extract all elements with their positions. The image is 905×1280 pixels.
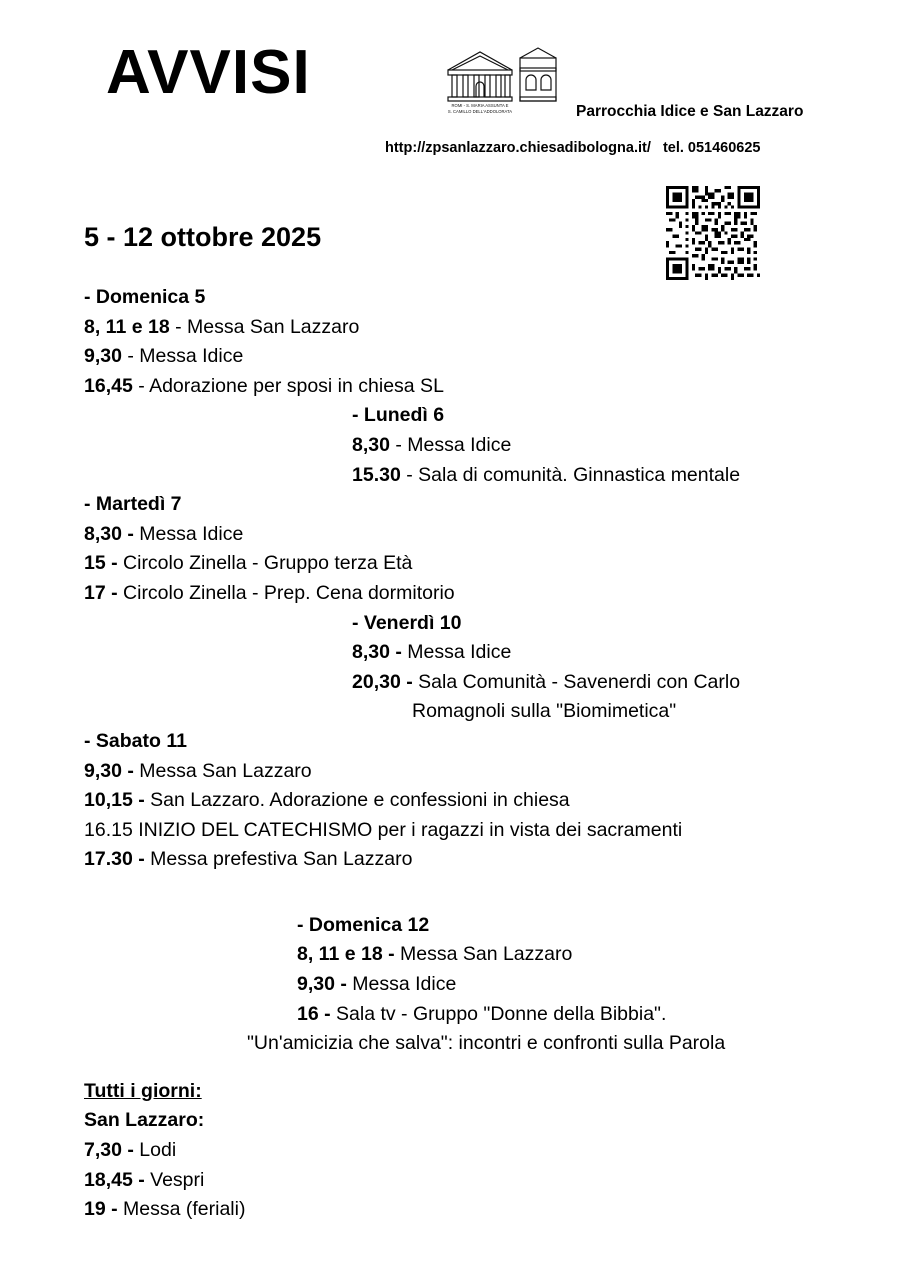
schedule-line [0, 283, 905, 313]
parish-name: Parrocchia Idice e San Lazzaro [576, 103, 804, 120]
daily-line-time: 19 - [84, 1198, 118, 1221]
daily-line-time: 7,30 - [84, 1139, 134, 1162]
schedule-line [0, 342, 905, 372]
logo-caption-line2: S. CAMILLO DELL'ADDOLORATA [447, 109, 513, 114]
schedule-line-time: - Domenica 5 [84, 286, 206, 308]
qr-code-icon [666, 186, 760, 280]
schedule-line [0, 940, 905, 970]
schedule-line [0, 1000, 905, 1030]
schedule-line [0, 757, 905, 787]
schedule-line-text: Circolo Zinella - Prep. Cena dormitorio [117, 581, 455, 604]
daily-line-text: Vespri [144, 1168, 205, 1191]
schedule-line [0, 727, 905, 757]
schedule-line [0, 911, 905, 941]
schedule-line [0, 490, 905, 520]
schedule-line [0, 372, 905, 402]
schedule-line [0, 609, 905, 639]
schedule-line [0, 461, 905, 491]
schedule-line-time: 8,30 - [352, 641, 402, 664]
schedule-line-text: 16.15 INIZIO DEL CATECHISMO per i ragazzi in vista dei sacramenti [84, 818, 683, 841]
church-building-icon [440, 44, 568, 116]
schedule-line-time: 16,45 [84, 374, 133, 397]
schedule-line [0, 638, 905, 668]
schedule-line-time: 8, 11 e 18 - [297, 943, 395, 966]
schedule-line-text: Circolo Zinella - Gruppo terza Età [117, 552, 413, 575]
schedule-line [0, 970, 905, 1000]
schedule-line [0, 668, 905, 698]
schedule-line-time: - Martedì 7 [84, 493, 182, 516]
schedule-line [0, 579, 905, 609]
page-title: AVVISI [106, 38, 311, 107]
schedule-line-text: Messa San Lazzaro [394, 943, 573, 966]
schedule-line-text: - Messa Idice [389, 433, 512, 456]
schedule-line-time: 8,30 [352, 433, 390, 456]
schedule-line-text: Messa Idice [346, 973, 457, 996]
schedule-line [0, 431, 905, 461]
schedule-line-text: - Adorazione per sposi in chiesa SL [132, 374, 444, 397]
schedule-line [0, 401, 905, 431]
daily-line [84, 1195, 905, 1225]
schedule-line [0, 313, 905, 343]
schedule-line-time: 17 - [84, 581, 118, 604]
schedule-line-time: 8,30 - [84, 522, 134, 545]
schedule-line-time: 10,15 - [84, 789, 145, 812]
schedule-line-text: Romagnoli sulla "Biomimetica" [412, 700, 677, 723]
date-range: 5 - 12 ottobre 2025 [84, 222, 322, 252]
schedule-list [0, 283, 905, 1225]
daily-line-time: 18,45 - [84, 1168, 145, 1191]
schedule-line [0, 786, 905, 816]
daily-schedule-block [0, 1077, 905, 1225]
schedule-line-text: Messa Idice [401, 641, 512, 664]
schedule-line-time: - Venerdì 10 [352, 611, 462, 634]
schedule-line-text: San Lazzaro. Adorazione e confessioni in chiesa [144, 789, 570, 812]
schedule-line-text: - Sala di comunità. Ginnastica mentale [400, 463, 741, 486]
parish-contact: http://zpsanlazzaro.chiesadibologna.it/ tel. 051460625 [385, 140, 761, 156]
schedule-line-text: Sala Comunità - Savenerdi con Carlo [412, 670, 741, 693]
daily-subheading: San Lazzaro: [84, 1109, 205, 1132]
schedule-line [0, 845, 905, 875]
schedule-line-time: 17.30 - [84, 848, 145, 871]
schedule-line-time: 8, 11 e 18 [84, 315, 170, 338]
schedule-line-time: - Lunedì 6 [352, 404, 445, 427]
daily-heading: Tutti i giorni: [84, 1079, 202, 1102]
daily-line-text: Messa (feriali) [117, 1198, 246, 1221]
schedule-line-time: 20,30 - [352, 670, 413, 693]
daily-line [84, 1166, 905, 1196]
schedule-line-text: Sala tv - Gruppo "Donne della Bibbia". [330, 1002, 667, 1025]
schedule-line-text: Messa Idice [133, 522, 244, 545]
schedule-line [0, 816, 905, 846]
schedule-line-time: - Domenica 12 [297, 913, 430, 936]
schedule-line [0, 520, 905, 550]
schedule-line-text: Messa San Lazzaro [133, 759, 312, 782]
schedule-line-time: 15.30 [352, 463, 401, 486]
schedule-line-time: 9,30 - [84, 759, 134, 782]
schedule-line [0, 1029, 905, 1059]
schedule-line-text: Messa prefestiva San Lazzaro [144, 848, 413, 871]
schedule-line [0, 697, 905, 727]
schedule-line-time: 16 - [297, 1002, 331, 1025]
schedule-line-time: 9,30 - [297, 973, 347, 996]
logo-caption-line1: ROMI - S. MARIA ASSUNTA E [451, 103, 509, 108]
schedule-line-text: - Messa San Lazzaro [169, 315, 360, 338]
schedule-line-time: 15 - [84, 552, 118, 575]
schedule-line-time: 9,30 [84, 345, 122, 368]
schedule-line-text: "Un'amicizia che salva": incontri e confronti sulla Parola [247, 1032, 726, 1055]
schedule-line-text: - Messa Idice [121, 345, 244, 368]
daily-line [84, 1136, 905, 1166]
schedule-line [0, 549, 905, 579]
daily-line-text: Lodi [133, 1139, 177, 1162]
document-header [0, 0, 905, 170]
schedule-line-time: - Sabato 11 [84, 729, 187, 752]
